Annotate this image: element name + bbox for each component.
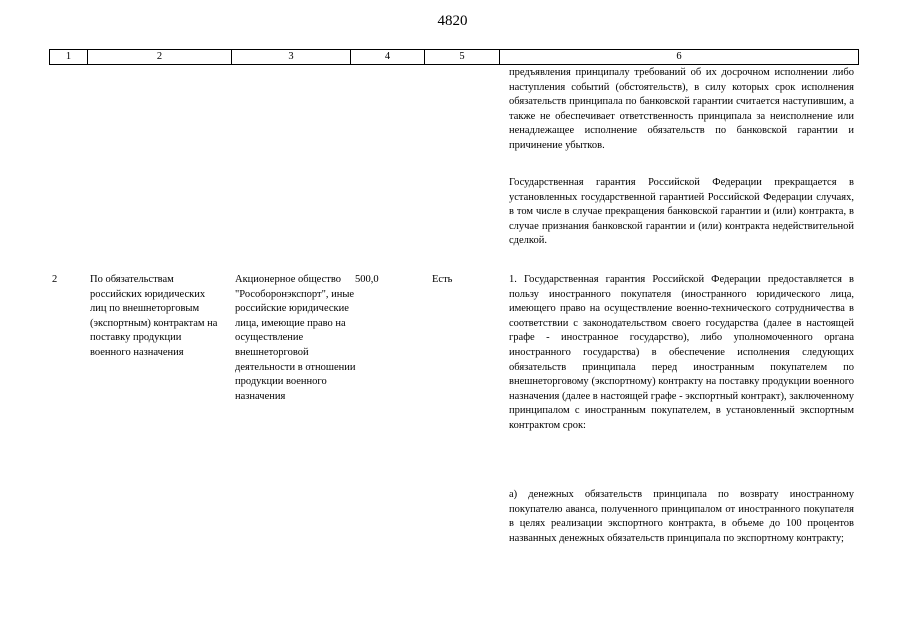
header-col-6: 6 [676,51,682,62]
continuation-paragraph-2 [509,176,854,249]
row-condition-2 [509,488,854,546]
row-regress: Есть [432,274,453,285]
paragraph-text: 1. Государственная гарантия Российской Федерации предоставляется в пользу иностранного покупателя (иностранного юридического лица, имеющего право на осуществление военно-технического сотрудничества в соответствии с законодательством своего государства (далее в настоящей графе - иностранное государство), либо уполномоченного органа иностранного государства) в обеспечение исполнения следующих обязательств принципала перед иностранным покупателем по внешнеторговому (экспортному) контракту на поставку продукции военного назначения (далее в настоящей графе - экспортный контракт), заключенному принципалом с иностранным покупателем, в установленный экспортным контрактом срок: [509,274,854,431]
row-condition-1 [509,273,854,434]
row-number: 2 [52,274,58,285]
row-principal: Акционерное общество "Рособоронэкспорт", иные российские юридические лица, имеющие право на осуществление внешнеторговой деятельности в отношении продукции военного назначения [235,274,356,402]
header-col-5: 5 [425,50,500,64]
header-col-2: 2 [88,50,232,64]
header-col-1: 1 [50,50,88,64]
table-header-row [49,49,859,65]
header-col-4: 4 [351,50,425,64]
row-amount: 500,0 [355,274,379,285]
continuation-paragraph-1 [509,66,854,154]
paragraph-text: Государственная гарантия Российской Федерации прекращается в установленных государственной гарантией Российской Федерации случаях, в том числе в случае прекращения банковской гарантии и (или) контракта, в случае признания банковской гарантии и (или) контракта недействительной сделкой. [509,177,854,247]
page-number: 4820 [437,13,468,29]
paragraph-text: предъявления принципалу требований об их досрочном исполнении либо наступления событий (обстоятельств), в силу которых срок исполнения обязательств принципала по банковской гарантии считается наступившим, а также не обеспечивает ответственность принципала за неисполнение или ненадлежащее исполнение обязательств по банковской гарантии и причинение убытков. [509,67,854,151]
paragraph-text: а) денежных обязательств принципала по возврату иностранному покупателю аванса, полученного принципалом от иностранного покупателя в целях реализации экспортного контракта, в объеме до 100 процентов названных денежных обязательств принципала по экспортному контракту; [509,489,854,544]
row-obligation: По обязательствам российских юридических лиц по внешнеторговым (экспортным) контрактам на поставку продукции военного назначения [90,274,218,358]
header-col-3: 3 [232,50,351,64]
